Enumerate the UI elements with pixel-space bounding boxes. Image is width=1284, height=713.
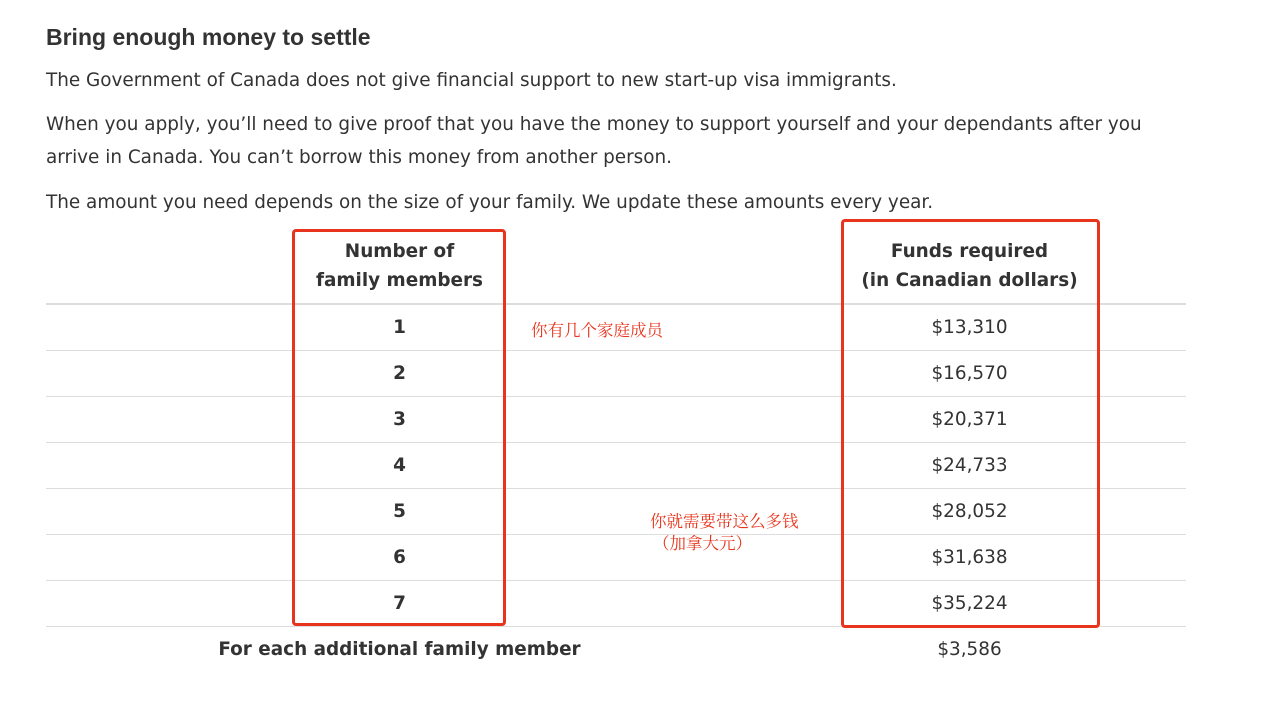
funds-cell: $28,052	[753, 489, 1186, 535]
additional-member-label: For each additional family member	[46, 627, 753, 673]
header-family-members-line1: Number of	[344, 240, 455, 262]
members-cell: 4	[46, 443, 753, 489]
annotation-money-line1: 你就需要带这么多钱	[650, 512, 799, 531]
header-funds-required-line2: (in Canadian dollars)	[861, 269, 1078, 291]
funds-cell: $24,733	[753, 443, 1186, 489]
funds-cell: $35,224	[753, 581, 1186, 627]
funds-cell: $16,570	[753, 351, 1186, 397]
table-row-additional	[46, 627, 1186, 673]
members-cell: 3	[46, 397, 753, 443]
paragraph-amount-depends: The amount you need depends on the size of your family. We update these amounts every year.	[46, 192, 934, 213]
annotation-members: 你有几个家庭成员	[531, 321, 663, 340]
header-family-members-line2: family members	[315, 269, 484, 291]
funds-cell: $13,310	[931, 317, 1008, 338]
members-cell: 6	[46, 535, 753, 581]
section-heading: Bring enough money to settle	[46, 24, 371, 50]
members-cell: 2	[46, 351, 753, 397]
members-cell: 5	[46, 489, 753, 535]
members-cell: 1	[393, 317, 406, 338]
annotation-money-line2: （加拿大元）	[653, 534, 752, 553]
header-funds-required-line1: Funds required	[890, 240, 1049, 262]
highlight-box-members	[292, 229, 506, 626]
paragraph-proof-of-funds: When you apply, you’ll need to give proof that you have the money to support yourself and your dependants after you arrive in Canada. You can’t borrow this money from another person.	[46, 114, 1142, 168]
funds-cell: $31,638	[753, 535, 1186, 581]
highlight-box-funds	[841, 219, 1100, 628]
additional-member-funds: $3,586	[753, 627, 1186, 673]
members-cell: 7	[46, 581, 753, 627]
funds-cell: $20,371	[753, 397, 1186, 443]
paragraph-no-support: The Government of Canada does not give financial support to new start-up visa immigrants.	[46, 70, 897, 91]
